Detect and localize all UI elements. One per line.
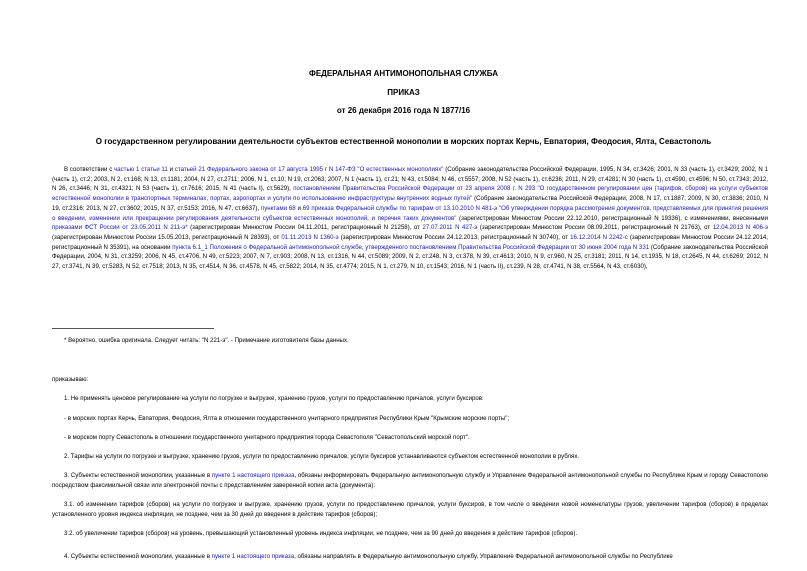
body-text-run: 4. Субъекты естественной монополии, указанные в (64, 553, 212, 560)
subject-heading: О государственном регулировании деятельности субъектов естественной монополии в морских портах Керчь, Евпатория, Феодосия, Ялта, Севастополь (95, 137, 712, 146)
body-text-run: (зарегистрирован Минюстом России 24.12.2014, регистрационный N 35391), на основании (52, 233, 769, 251)
body-text-run: - в морских портах Керчь, Евпатория, Феодосия, Ялта в отношении государственного унитарного предприятия Республики Крым "Крымские морские порты"; (64, 415, 510, 422)
order-item (52, 471, 768, 490)
body-text-run: (зарегистрирован Минюстом России 24.12.2013, регистрационный N 30740), от (338, 233, 571, 241)
body-text-run: (зарегистрирован Минюстом России 08.09.2011, регистрационный N 21763), от (477, 224, 713, 232)
body-text-run: В соответствии с (64, 166, 115, 173)
document-link[interactable]: 69 приказа Федеральной службы по тарифам от 13.10.2010 N 481-э "Об утверждении порядка рассмотрения документов, представляемых для принятия решения о введении, изменении или прекращении регулирования деятельности субъектов естественных монополий, и перечня таких документов" (52, 204, 769, 222)
body-text-run: (зарегистрирован Минюстом России 22.12.2010, регистрационный N 19336), с изменениями, внесенными (456, 214, 768, 222)
footnote-divider (52, 328, 214, 329)
document-link[interactable]: пункта 6.1_1 Положения о Федеральной антимонопольной службе, утвержденного постановлением Правительства Российской Федерации от 30 июня 2004 года N 331 (172, 243, 650, 251)
footnote: * Вероятно, ошибка оригинала. Следует читать: "N 221-э". - Примечание изготовителя базы данных. (64, 337, 349, 344)
body-text-run: 3.2. об увеличении тарифов (сборов) на уровень, превышающий установленный уровень индекса инфляции, не позднее, чем за 90 дней до введения в действие тарифов (сборов). (64, 530, 578, 537)
document-link[interactable]: 01.11.2013 N 1360-э (281, 233, 339, 241)
order-word: приказываю: (52, 376, 89, 383)
document-link[interactable]: 12.04.2013 N 406-э (712, 224, 769, 232)
document-link[interactable]: статьей 21 Федерального закона от 17 августа 1995 г N 147-ФЗ "О естественных монополиях" (174, 166, 444, 173)
preamble-paragraph (52, 165, 768, 272)
document-link[interactable]: пунктами 68 (260, 204, 296, 212)
document-link[interactable]: 16.12.2014 N 2242-с (570, 233, 628, 241)
order-item (52, 394, 768, 404)
document-link[interactable]: пункте 1 настоящего приказа (211, 553, 295, 560)
body-text-run: и (295, 204, 303, 212)
body-text-run: (Собрание законодательства Российской Федерации, 2004, N 31, ст.3259; 2006, N 45, ст.4706, N 49, ст.5223; 2007, N 7, ст.903; 2008, N 13, ст.1316, N 44, ст.5089; 2009, N 2, ст.248, N 3, ст.378, N 39, ст.4613; 2010, N 9, ст.960, N 25, ст.3181; 2011, N 14, ст.1935, N 18, ст.2645, N 44, ст.6269; 2012, N 27, ст.3741, N 39, ст.5283, N 52, ст.7518; 2013, N 35, ст.4514, N 36, ст.4578, N 45, ст.5822; 2014, N 35, ст.4774; 2015, N 1, ст.279, N 10, ст.1543; 2016, N 1 (часть II), ст.239, N 28, ст.4741, N 38, ст.5564, N 43, ст.6030), (52, 243, 768, 271)
body-text-run: (зарегистрирован Минюстом России 04.11.2011, регистрационный N 21258), от (187, 224, 423, 232)
order-item (52, 552, 768, 562)
body-text-run: , обязаны направлять в Федеральную антимонопольную службу, Управление Федеральной антимонопольной службы по Республике (294, 553, 673, 560)
document-link[interactable]: частью 1 статьи 11 (114, 166, 168, 173)
body-text-run: и (167, 166, 175, 173)
body-text-run: (зарегистрирован Минюстом России 15.05.2013, регистрационный N 28393), от (52, 233, 282, 241)
body-text-run: (Собрание законодательства Российской Федерации, 2008, N 17, ст.1887; 2009, N 30, ст.3836; 2010, N 19, ст.2316; 2013, N 27, ст.3602; 2015, N 37, ст.5153; 2016, N 47, ст.6637), (52, 195, 768, 212)
document-link[interactable]: постановлением Правительства Российской Федерации от 23 апреля 2008 г. N 293 "О государственном регулировании цен (тарифов, сборов) на услуги субъектов естественной монополии в транспортных терминалах, портах, аэропортах и услуги по использованию инфраструктуры внутренних водных путей" (52, 185, 768, 203)
body-text-run: - в морском порту Севастополь в отношении государственного унитарного предприятия города Севастополя "Севастопольский морской порт". (64, 434, 470, 441)
body-text-run: (Собрание законодательства Российской Федерации, 1995, N 34, ст.3426; 2001, N 33 (часть 1), ст.3429; 2002, N 1 (часть 1), ст.2; 2003, N 2, ст.168; N 13, ст.1181; 2004, N 27, ст.2711; 2006, N 1, ст.10; N 19, ст.2063; 2007, N 1 (часть 1), ст.21; N 43, ст.5084; N 46, ст.5557; 2008, N 52 (часть 1), ст.6236; 2011, N 29, ст.4281; N 30 (часть 1), ст.4590, ст.4596; N 50, ст.7343; 2012, N 26, ст.3446; N 31, ст.4321; N 53 (часть 1), ст.7616; 2015, N 41 (часть I), ст.5629), (52, 166, 768, 193)
body-text-run: 3.1. об изменении тарифов (сборов) на услуги по погрузке и выгрузке, хранению грузов, услуги по предоставлению причалов, услуги буксиров, в том числе о введении новой номенклатуры грузов, увеличении тарифов (сборов) в пределах установленного уровня индекса инфляции, не позднее, чем за 30 дней до введения в действие тарифов (сборов); (52, 501, 768, 518)
document-link[interactable]: пункте 1 настоящего приказа (211, 472, 295, 479)
order-item (52, 500, 768, 519)
agency-heading: ФЕДЕРАЛЬНАЯ АНТИМОНОПОЛЬНАЯ СЛУЖБА (309, 69, 498, 78)
body-text-run: , обязаны информировать Федеральную антимонопольную службу и Управление Федеральной антимонопольной службы по Республике Крым и городу Севастополю посредством факсимильной связи или электронной почты с представлением заверенной копии акта (документа): (52, 472, 769, 489)
doc-type-heading: ПРИКАЗ (387, 88, 420, 97)
document-link[interactable]: приказами ФСТ России от 23.05.2011 N 211-э* (52, 224, 188, 232)
order-item (52, 529, 768, 539)
date-number-heading: от 26 декабря 2016 года N 1877/16 (336, 106, 471, 115)
order-item (52, 414, 768, 424)
document-link[interactable]: 27.07.2011 N 427-э (422, 224, 478, 232)
body-text-run: 2. Тарифы на услуги по погрузке и выгрузке, хранению грузов, услуги по предоставлению причалов, услуги буксиров устанавливаются субъектом естественной монополии в рублях. (64, 453, 580, 460)
order-item (52, 433, 768, 443)
body-text-run: 3. Субъекты естественной монополии, указанные в (64, 472, 212, 479)
body-text-run: 1. Не применять ценовое регулирование на услуги по погрузке и выгрузке, хранению грузов, услуги по предоставлению причалов, услуги буксиров: (64, 395, 484, 402)
order-item (52, 452, 768, 462)
